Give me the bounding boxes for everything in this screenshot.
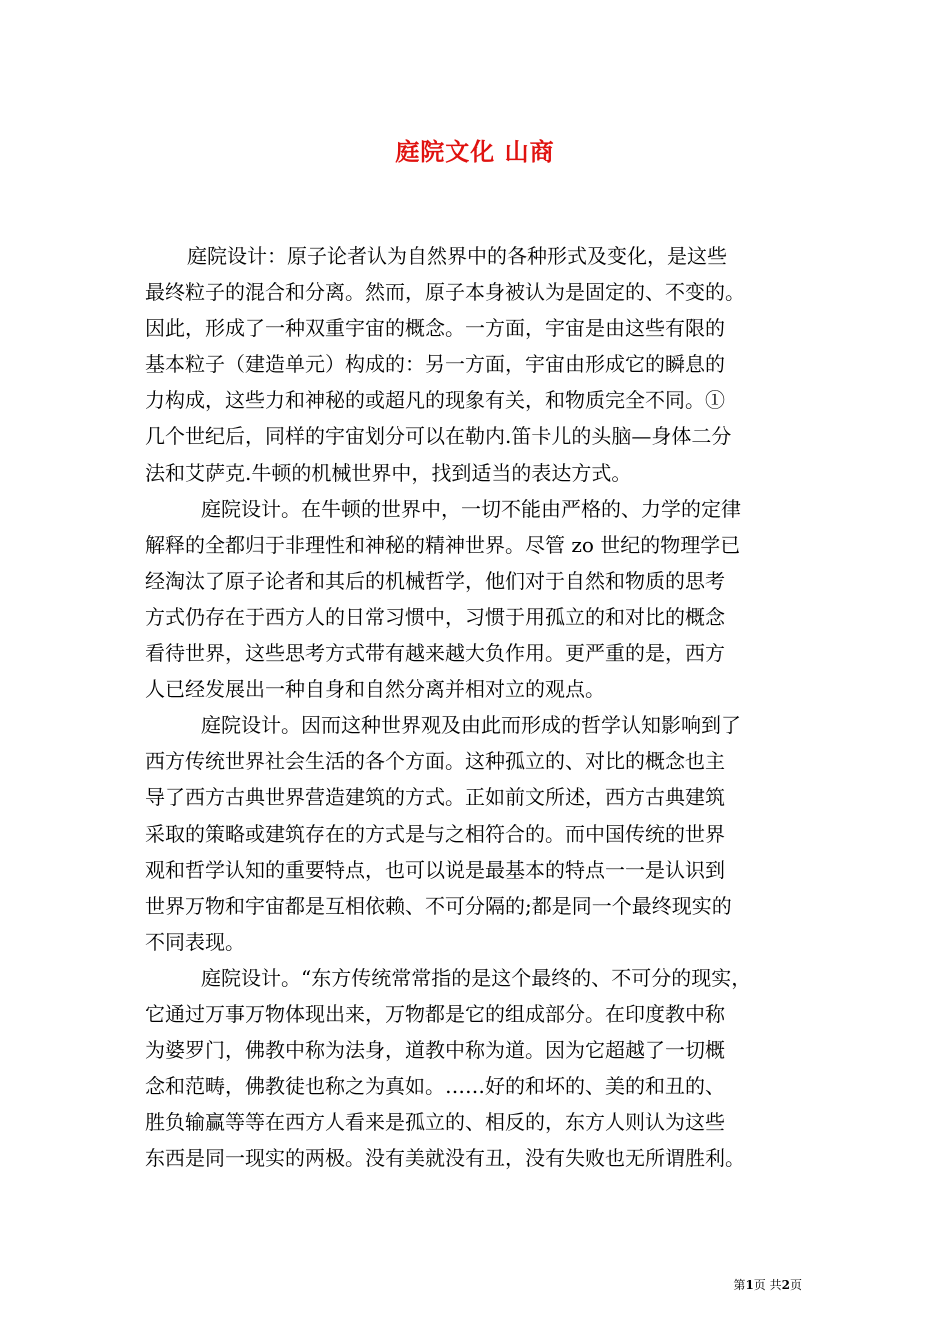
paragraph-4-line-4: 念和范畴，佛教徒也称之为真如。……好的和坏的、美的和丑的、 <box>145 1074 725 1099</box>
paragraph-4-line-5: 胜负输赢等等在西方人看来是孤立的、相反的，东方人则认为这些 <box>145 1110 725 1135</box>
paragraph-1-line-2: 最终粒子的混合和分离。然而，原子本身被认为是固定的、不变的。 <box>145 280 745 305</box>
paragraph-2-line-3: 经淘汰了原子论者和其后的机械哲学，他们对于自然和物质的思考 <box>145 568 725 593</box>
paragraph-1-line-7: 法和艾萨克.牛顿的机械世界中，找到适当的表达方式。 <box>145 460 632 485</box>
document-body <box>145 238 815 1176</box>
document-title: 庭院文化 山商 <box>395 137 555 166</box>
paragraph-4-line-1: 庭院设计。“东方传统常常指的是这个最终的、不可分的现实， <box>201 965 752 990</box>
paragraph-4-line-3: 为婆罗门，佛教中称为法身，道教中称为道。因为它超越了一切概 <box>145 1038 725 1063</box>
paragraph-2-line-5: 看待世界，这些思考方式带有越来越大负作用。更严重的是，西方 <box>145 641 725 666</box>
paragraph-1-line-5: 力构成，这些力和神秘的或超凡的现象有关，和物质完全不同。① <box>145 388 725 413</box>
paragraph-1-line-1: 庭院设计：原子论者认为自然界中的各种形式及变化，是这些 <box>187 244 727 268</box>
paragraph-1-line-6: 几个世纪后，同样的宇宙划分可以在勒内.笛卡儿的头脑—身体二分 <box>145 424 732 449</box>
paragraph-3-line-4: 采取的策略或建筑存在的方式是与之相符合的。而中国传统的世界 <box>145 821 725 846</box>
paragraph-2-line-1: 庭院设计。在牛顿的世界中，一切不能由严格的、力学的定律 <box>201 496 741 521</box>
paragraph-4-line-2: 它通过万事万物体现出来，万物都是它的组成部分。在印度教中称 <box>145 1001 725 1026</box>
total-page-number: 2 <box>781 1278 790 1292</box>
paragraph-3-line-7: 不同表现。 <box>145 929 245 954</box>
paragraph-2-line-6: 人已经发展出一种自身和自然分离并相对立的观点。 <box>145 677 605 702</box>
current-page-number: 1 <box>745 1278 754 1292</box>
footer-prefix: 第 <box>733 1278 746 1292</box>
paragraph-3-line-6: 世界万物和宇宙都是互相依赖、不可分隔的;都是同一个最终现实的 <box>145 893 732 918</box>
paragraph-3-line-2: 西方传统世界社会生活的各个方面。这种孤立的、对比的概念也主 <box>145 749 725 774</box>
paragraph-2-line-4: 方式仍存在于西方人的日常习惯中，习惯于用孤立的和对比的概念 <box>145 604 725 629</box>
paragraph-3-line-1: 庭院设计。因而这种世界观及由此而形成的哲学认知影响到了 <box>201 713 741 738</box>
paragraph-3-line-5: 观和哲学认知的重要特点，也可以说是最基本的特点一一是认识到 <box>145 857 725 882</box>
paragraph-3-line-3: 导了西方古典世界营造建筑的方式。正如前文所述，西方古典建筑 <box>145 785 725 810</box>
paragraph-1-line-3: 因此，形成了一种双重宇宙的概念。一方面，宇宙是由这些有限的 <box>145 316 725 341</box>
paragraph-2-line-2: 解释的全都归于非理性和神秘的精神世界。尽管 zo 世纪的物理学已 <box>145 532 741 557</box>
paragraph-4-line-6: 东西是同一现实的两极。没有美就没有丑，没有失败也无所谓胜利。 <box>145 1146 745 1171</box>
paragraph-1-line-4: 基本粒子（建造单元）构成的：另一方面，宇宙由形成它的瞬息的 <box>145 352 725 377</box>
footer-middle: 页 共 <box>753 1278 782 1292</box>
footer-suffix: 页 <box>789 1278 802 1292</box>
page-footer <box>733 1276 802 1293</box>
